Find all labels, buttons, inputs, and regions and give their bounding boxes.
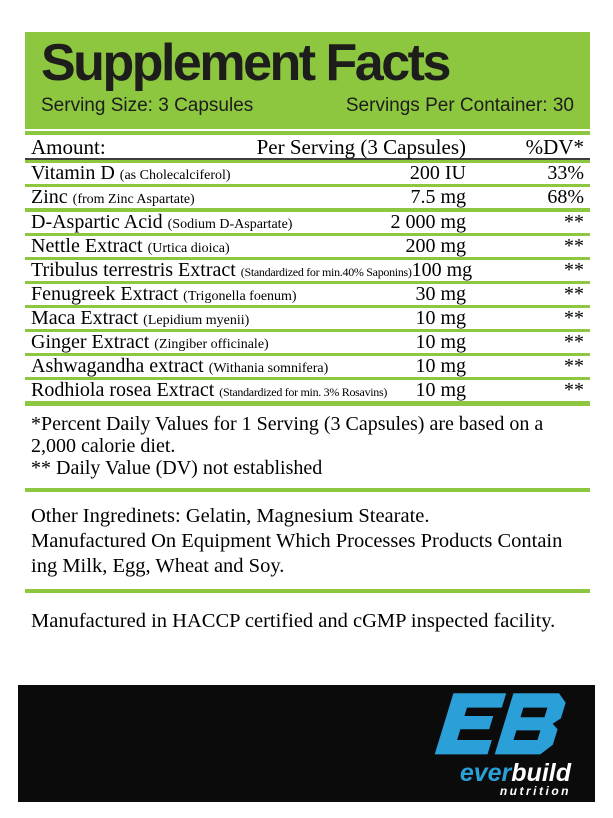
divider [25,589,590,593]
table-row-d-aspartic-acid [25,212,590,236]
ingredient-detail: (Urtica dioica) [147,241,230,256]
ingredient-name: Nettle Extract [31,235,143,257]
ingredient-dv: ** [564,331,584,353]
brand-wordmark [459,758,571,787]
ingredient-detail: (Zingiber officinale) [154,337,269,352]
table-row-vitamin-d [25,163,590,187]
ingredient-dv: ** [564,235,584,257]
table-row-ginger-extract [25,332,590,356]
col-amount-label: Amount: [31,135,106,159]
facts-table [25,131,590,406]
table-row-nettle-extract [25,236,590,260]
facts-header-panel [25,32,590,129]
ingredient-amount: 100 mg [411,259,473,281]
supplement-facts-label [0,32,613,818]
facts-title: Supplement Facts [41,34,449,92]
footnote-line: *Percent Daily Values for 1 Serving (3 Capsules) are based on a [31,413,544,435]
footnote-line: 2,000 calorie diet. [31,435,176,457]
footnote-block [25,406,590,479]
ingredient-dv: ** [564,283,584,305]
ingredient-amount: 200 mg [405,235,466,257]
serving-size: Serving Size: 3 Capsules [41,95,254,116]
brand-tagline: nutrition [499,783,571,798]
ingredient-amount: 30 mg [415,283,466,305]
ingredient-name: Zinc [31,186,68,208]
allergen-line: ing Milk, Egg, Wheat and Soy. [31,555,285,577]
ingredient-dv: ** [564,211,584,233]
brand-ever: ever [459,758,512,787]
servings-per-container: Servings Per Container: 30 [345,95,574,116]
ingredient-dv: ** [564,259,584,281]
ingredient-dv: 33% [547,162,584,184]
footer-bar [18,685,595,802]
divider [25,488,590,492]
ingredient-detail: (Standardized for min. 3% Rosavins) [219,385,388,399]
ingredient-amount: 10 mg [415,379,466,401]
ingredient-amount: 10 mg [415,355,466,377]
col-per-serving-label: Per Serving (3 Capsules) [256,135,466,159]
ingredient-dv: ** [564,379,584,401]
eb-monogram-icon [433,690,571,760]
brand-logo [433,690,571,798]
ingredient-name: Maca Extract [31,307,139,329]
table-header-row [25,135,590,160]
ingredient-detail: (Trigonella foenum) [183,289,297,304]
ingredient-detail: (Lepidium myenii) [143,313,250,328]
ingredient-detail: (Withania somnifera) [208,361,329,376]
ingredient-amount: 10 mg [415,331,466,353]
ingredient-dv: 68% [547,186,584,208]
table-row-rodhiola-extract [25,380,590,406]
ingredient-name: Rodhiola rosea Extract [31,379,215,401]
table-row-zinc [25,187,590,212]
table-row-fenugreek-extract [25,284,590,308]
other-ingredients-block [25,498,590,579]
other-ingredients-line: Other Ingredinets: Gelatin, Magnesium Stearate. [31,505,430,527]
table-row-ashwagandha-extract [25,356,590,380]
ingredient-amount: 2 000 mg [390,211,466,233]
ingredient-name: D-Aspartic Acid [31,211,163,233]
ingredient-detail: (from Zinc Aspartate) [72,192,195,207]
ingredient-detail: (as Cholecalciferol) [119,168,231,183]
ingredient-detail: (Sodium D-Aspartate) [167,217,293,232]
ingredient-dv: ** [564,307,584,329]
allergen-line: Manufactured On Equipment Which Processes Products Contain [31,530,563,552]
col-dv-label: %DV* [525,135,584,159]
ingredient-name: Fenugreek Extract [31,283,179,305]
footnote-line: ** Daily Value (DV) not established [31,457,323,479]
ingredient-name: Ashwagandha extract [31,355,204,377]
ingredient-amount: 10 mg [415,307,466,329]
ingredient-name: Ginger Extract [31,331,150,353]
ingredient-name: Tribulus terrestris Extract [31,259,236,281]
ingredient-amount: 200 IU [409,162,466,184]
table-row-maca-extract [25,308,590,332]
facility-note: Manufactured in HACCP certified and cGMP inspected facility. [31,610,556,632]
ingredient-dv: ** [564,355,584,377]
ingredient-amount: 7.5 mg [410,186,466,208]
table-row-tribulus-extract [25,260,590,284]
ingredient-detail: (Standardized for min.40% Saponins) [240,265,412,279]
brand-build: build [511,758,571,787]
ingredient-name: Vitamin D [31,162,115,184]
